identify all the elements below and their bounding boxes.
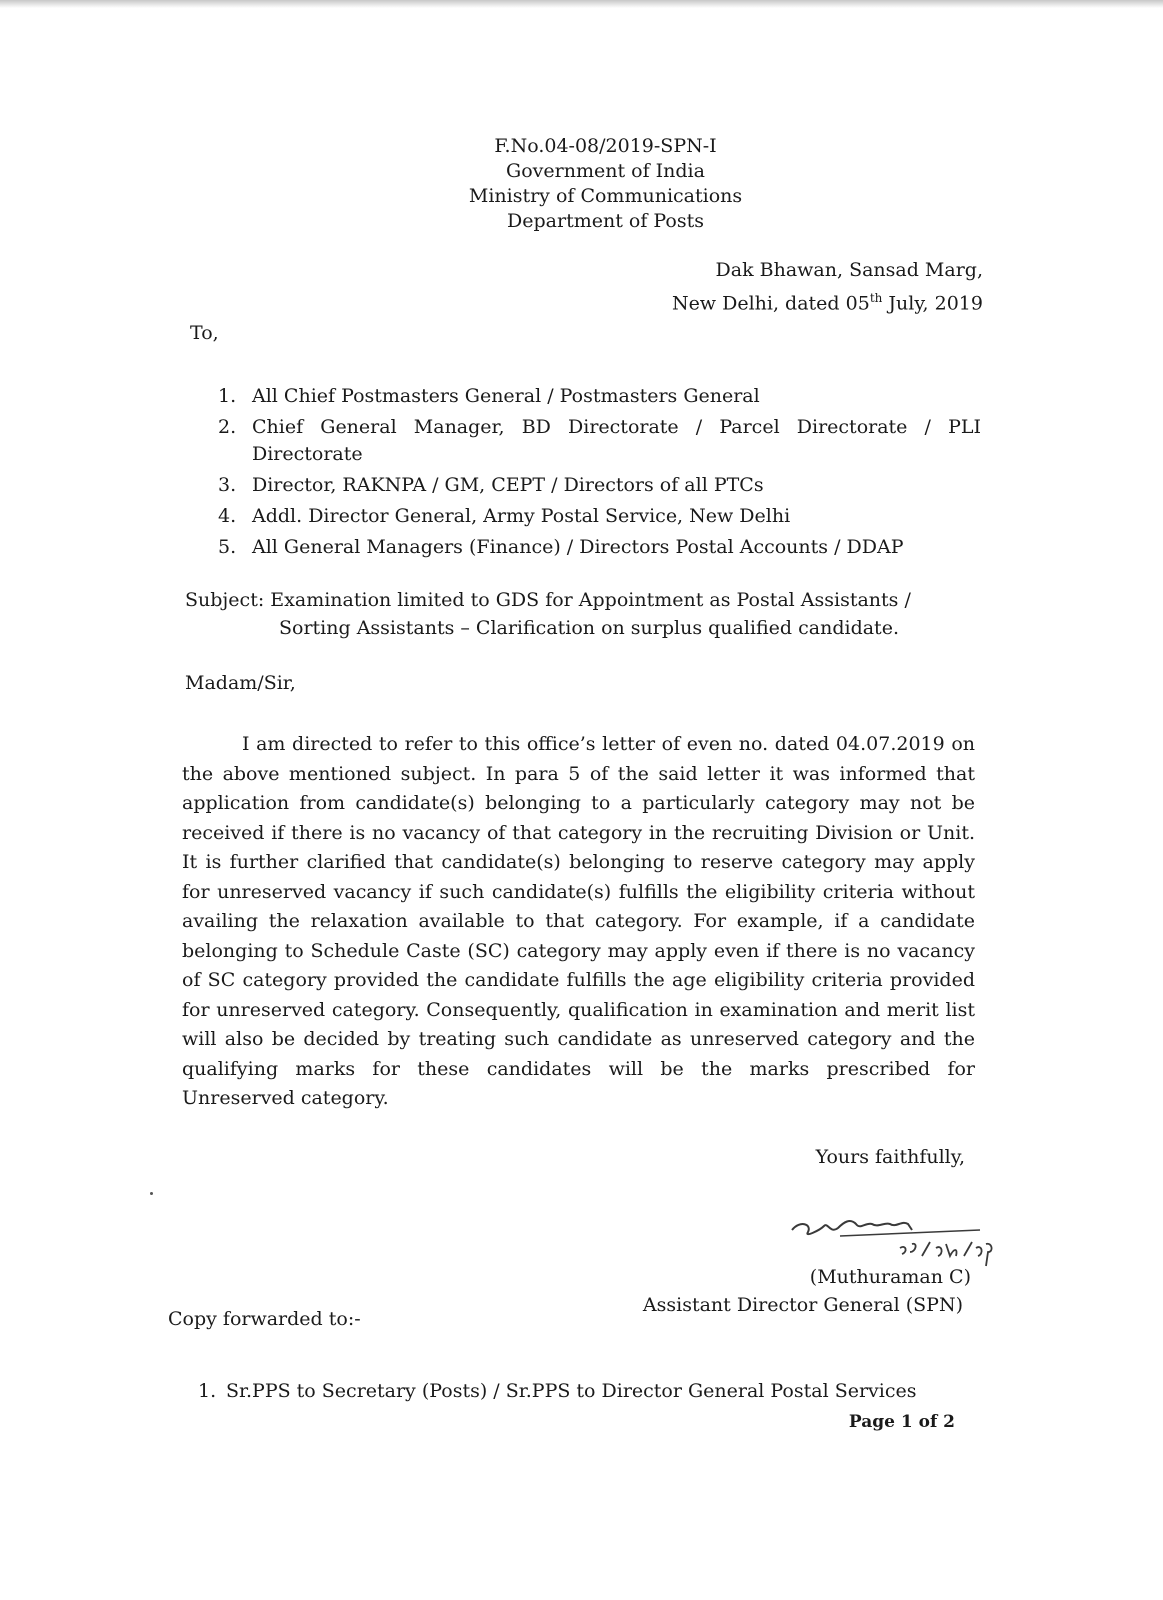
- body-paragraph: I am directed to refer to this office’s letter of even no. dated 04.07.2019 on the above mentioned subject. In para 5 of the said letter it was informed that application from candidate(s) belonging to a particularly category may not be received if there is no vacancy of that category in the recruiting Division or Unit. It is further clarified that candidate(s) belonging to reserve category may apply for unreserved vacancy if such candidate(s) fulfills the eligibility criteria without availing the relaxation available to that category. For example, if a candidate belonging to Schedule Caste (SC) category may apply even if there is no vacancy of SC category provided the candidate fulfills the age eligibility criteria provided for unreserved category. Consequently, qualification in examination and merit list will also be decided by treating such candidate as unreserved category and the qualifying marks for these candidates will be the marks prescribed for Unreserved category.: [182, 733, 975, 1109]
- salutation: Madam/Sir,: [185, 672, 296, 694]
- list-text: Addl. Director General, Army Postal Service, New Delhi: [252, 505, 791, 527]
- list-number: 3.: [218, 474, 237, 496]
- list-number: 4.: [218, 505, 237, 527]
- ministry-line: Ministry of Communications: [468, 185, 743, 207]
- list-item: [218, 534, 981, 561]
- list-item: [218, 414, 981, 468]
- subject-text-1: Examination limited to GDS for Appointment as Postal Assistants /: [270, 589, 911, 611]
- date-line: [672, 284, 983, 317]
- address-line: Dak Bhawan, Sansad Marg,: [715, 259, 983, 281]
- list-text: All Chief Postmasters General / Postmasters General: [252, 385, 760, 407]
- subject-label: Subject:: [185, 589, 265, 611]
- closing: Yours faithfully,: [815, 1146, 965, 1168]
- date-prefix: New Delhi, dated 05: [671, 292, 870, 315]
- department-line: Department of Posts: [507, 210, 704, 232]
- date-suffix: July, 2019: [882, 292, 983, 315]
- subject-block: [185, 586, 985, 642]
- list-number: 1.: [218, 385, 237, 407]
- list-number: 1.: [198, 1380, 217, 1402]
- list-text: Director, RAKNPA / GM, CEPT / Directors of all PTCs: [252, 474, 764, 496]
- to-label: To,: [190, 322, 219, 344]
- list-text: All General Managers (Finance) / Directors Postal Accounts / DDAP: [252, 536, 904, 558]
- copy-forwarded-label: Copy forwarded to:-: [168, 1308, 361, 1330]
- list-number: 2.: [218, 416, 237, 438]
- signatory-designation: Assistant Director General (SPN): [642, 1294, 963, 1316]
- sender-address: [672, 256, 983, 317]
- file-number: F.No.04-08/2019-SPN-I: [494, 135, 717, 157]
- list-item: [218, 503, 981, 530]
- recipient-list: [218, 383, 981, 565]
- list-text: Chief General Manager, BD Directorate / Parcel Directorate / PLI Directorate: [252, 416, 981, 465]
- government-line: Government of India: [506, 160, 705, 182]
- subject-line-2: Sorting Assistants – Clarification on surplus qualified candidate.: [279, 617, 899, 639]
- list-item: [218, 472, 981, 499]
- list-number: 5.: [218, 536, 237, 558]
- list-item: [218, 383, 981, 410]
- page-number: Page 1 of 2: [848, 1412, 955, 1432]
- subject-line-1: [185, 586, 985, 614]
- letter-header: [0, 134, 1163, 234]
- list-text: Sr.PPS to Secretary (Posts) / Sr.PPS to Director General Postal Services: [226, 1380, 917, 1402]
- scan-edge: [0, 0, 1163, 8]
- scan-speck: [150, 1192, 153, 1195]
- signatory-name: (Muthuraman C): [809, 1266, 971, 1288]
- date-ordinal: th: [869, 291, 883, 305]
